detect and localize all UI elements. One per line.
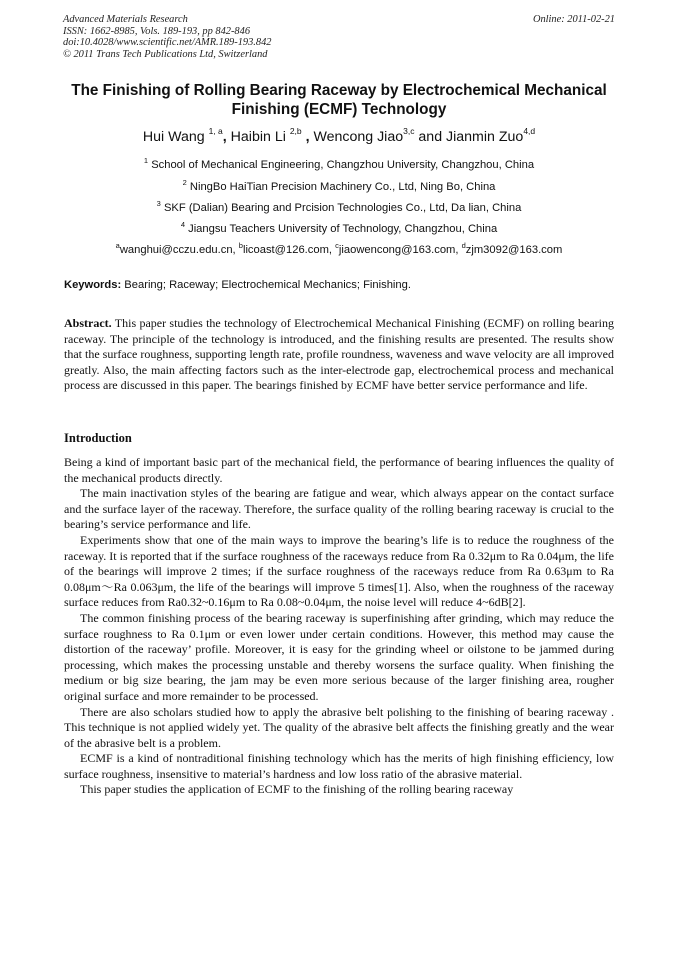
affiliation-text: SKF (Dalian) Bearing and Prcision Technologies Co., Ltd, Da lian, China bbox=[163, 202, 522, 214]
author-separator: , bbox=[301, 129, 314, 145]
author-name: Hui Wang bbox=[142, 129, 209, 145]
journal-header bbox=[63, 14, 615, 60]
affiliation-text: School of Mechanical Engineering, Changzhou University, Changzhou, China bbox=[151, 159, 535, 171]
author-affiliation-mark: 2,b bbox=[289, 126, 302, 136]
copyright-line: © 2011 Trans Tech Publications Ltd, Switzerland bbox=[63, 48, 268, 60]
introduction-body bbox=[64, 455, 614, 798]
affiliation-1 bbox=[64, 158, 614, 172]
keywords-text: Bearing; Raceway; Electrochemical Mechanics; Finishing. bbox=[121, 279, 411, 291]
online-date: Online: 2011-02-21 bbox=[532, 14, 615, 25]
issn-line: ISSN: 1662-8985, Vols. 189-193, pp 842-846 bbox=[63, 25, 251, 37]
email-address[interactable]: licoast@126.com, bbox=[242, 244, 336, 256]
keywords bbox=[64, 278, 614, 292]
abstract-label: Abstract. bbox=[64, 316, 112, 330]
affiliation-4 bbox=[64, 222, 614, 236]
affiliation-number: 3 bbox=[156, 199, 161, 208]
author-separator: , bbox=[222, 129, 231, 145]
affiliation-2 bbox=[64, 180, 614, 194]
author-name: Wencong Jiao bbox=[313, 129, 404, 145]
paragraph: This paper studies the application of ECMF to the finishing of the rolling bearing raceway bbox=[80, 782, 514, 797]
author-affiliation-mark: 4,d bbox=[523, 126, 536, 136]
email-address[interactable]: jiaowencong@163.com, bbox=[338, 244, 462, 256]
author-name: Jianmin Zuo bbox=[446, 129, 524, 145]
paragraph: The main inactivation styles of the bearing are fatigue and wear, which always appear on the contact surface and the surface layer of the raceway. Therefore, the surface quality of the rolling bearing raceway is crucial to the bearing’s service performance and life. bbox=[64, 486, 614, 532]
affiliation-text: NingBo HaiTian Precision Machinery Co., Ltd, Ning Bo, China bbox=[189, 181, 496, 193]
keywords-label: Keywords: bbox=[64, 279, 122, 291]
paragraph: Experiments show that one of the main ways to improve the bearing’s life is to reduce the roughness of the raceway. It is reported that if the surface roughness of the raceways reduce from Ra 0.32μm to Ra 0.04μm, the life of the bearings will improve 2 times; if the surface roughness of the raceways reduce from Ra 0.63μm to Ra 0.08μm～Ra 0.063μm, the life of the bearings will improve 5 times[1]. Also, when the roughness of the raceway surface reduces from Ra0.32~0.16μm to Ra 0.08~0.04μm, the noise level will reduce 4~6dB[2]. bbox=[64, 532, 614, 610]
section-heading-introduction: Introduction bbox=[64, 431, 132, 445]
abstract-text: This paper studies the technology of Electrochemical Mechanical Finishing (ECMF) on rolling bearing raceway. The principle of the technology is introduced, and the finishing results are presented. The results show that the surface roughness, supporting length rate, profile roundness, waveness and wave velocity are all improved greatly. Also, the main affecting factors such as the inter-electrode gap, electrochemical process and mechanical process are discussed in this paper. The bearings finished by ECMF have better service performance and life. bbox=[64, 316, 614, 393]
affiliation-number: 4 bbox=[180, 220, 185, 229]
author-affiliation-mark: 3,c bbox=[403, 126, 415, 136]
email-address[interactable]: wanghui@cczu.edu.cn, bbox=[119, 244, 239, 256]
email-mark: b bbox=[238, 241, 243, 250]
journal-name: Advanced Materials Research bbox=[63, 14, 188, 25]
doi-line: doi:10.4028/www.scientific.net/AMR.189-193.842 bbox=[63, 37, 272, 49]
email-mark: c bbox=[335, 241, 339, 250]
author-separator: and bbox=[414, 129, 447, 145]
email-line bbox=[64, 243, 614, 257]
paragraph: The common finishing process of the bearing raceway is superfinishing after grinding, which may reduce the surface roughness to Ra 0.1μm or even lower under certain conditions. However, this method may cause the distortion of the raceway’ profile. Moreover, it is easy for the grinding wheel or oilstone to be jammed during processing, which makes the processing unstable and thereby worsens the surface quality. When finishing the medium or big size bearing, the jam may be even more serious because of the larger finishing area, rougher original surface and more remainder to be processed. bbox=[64, 610, 614, 703]
affiliation-3 bbox=[64, 201, 614, 215]
author-line bbox=[64, 128, 614, 146]
paragraph: ECMF is a kind of nontraditional finishing technology which has the merits of high finishing efficiency, low surface roughness, insensitive to material’s hardness and low loss ratio of the abrasive material. bbox=[64, 751, 614, 781]
email-mark: d bbox=[461, 241, 466, 250]
affiliation-number: 1 bbox=[143, 156, 149, 165]
author-affiliation-mark: 1, a bbox=[208, 126, 223, 136]
abstract bbox=[64, 316, 614, 394]
paragraph: Being a kind of important basic part of the mechanical field, the performance of bearing influences the quality of the mechanical products directly. bbox=[64, 455, 614, 485]
paragraph: There are also scholars studied how to apply the abrasive belt polishing to the finishing of bearing raceway . This technique is not applied widely yet. The quality of the abrasive belt affects the finishing greatly and the wear of the abrasive belt is a problem. bbox=[64, 704, 614, 750]
email-mark: a bbox=[115, 241, 120, 250]
affiliation-number: 2 bbox=[182, 178, 187, 187]
email-address[interactable]: zjm3092@163.com bbox=[465, 244, 563, 256]
paper-title: The Finishing of Rolling Bearing Raceway by Electrochemical Mechanical Finishing (ECMF) Technology bbox=[71, 82, 607, 118]
affiliation-text: Jiangsu Teachers University of Technology, Changzhou, China bbox=[188, 223, 498, 235]
author-name: Haibin Li bbox=[230, 129, 290, 145]
